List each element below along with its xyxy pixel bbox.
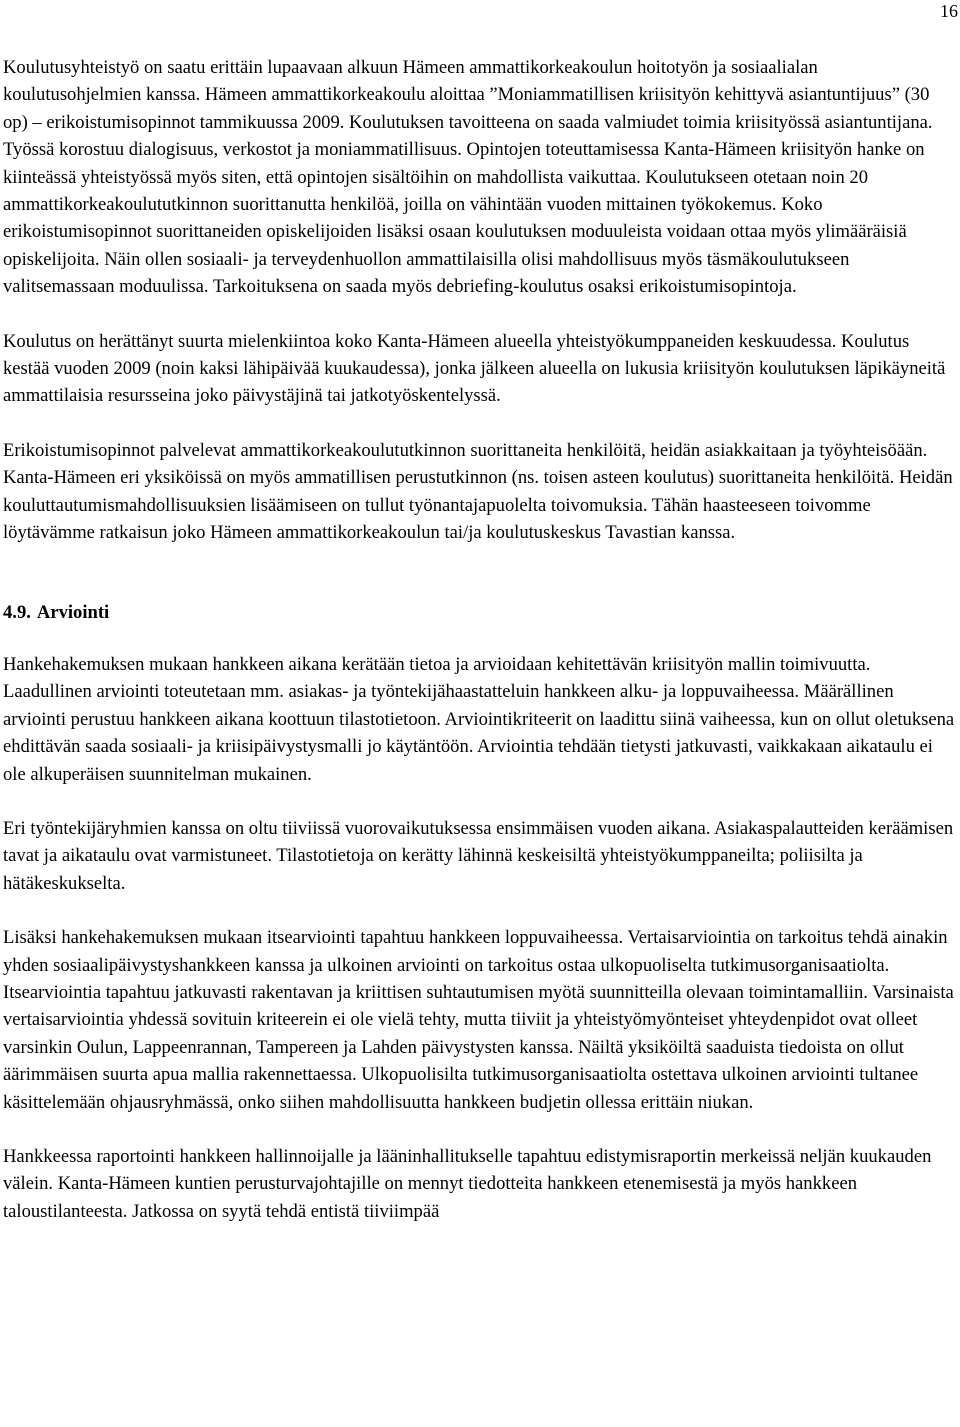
section-heading (3, 599, 957, 626)
page-number: 16 (940, 1, 958, 21)
paragraph-mielenkiinto: Koulutus on herättänyt suurta mielenkiintoa koko Kanta-Hämeen alueella yhteistyökumppaneiden keskuudessa. Koulutus kestää vuoden 2009 (noin kaksi lähipäivää kuukaudessa), jonka jälkeen alueella on lukusia kriisityön koulutuksen läpikäyneitä ammattilaisia resursseina joko päivystäjinä tai jatkotyöskentelyssä. (3, 330, 946, 407)
document-body (3, 54, 957, 1225)
section-title: Arviointi (36, 601, 110, 623)
paragraph-itsearviointi: Lisäksi hankehakemuksen mukaan itsearviointi tapahtuu hankkeen loppuvaiheessa. Vertaisarviointia on tarkoitus tehdä ainakin yhden sosiaalipäivystyshankkeen kanssa ja ulkoinen arviointi on tarkoitus ostaa ulkopuoliselta tutkimusorganisaatiolta. Itsearviointia tapahtuu jatkuvasti rakentavan ja kriittisen suhtautumisen myötä suunnitteilla olevaan toimintamalliin. Varsinaista vertaisarviointia yhdessä sovituin kriteerein ei ole vielä tehty, mutta tiiviit ja yhteistyömyönteiset yhteydenpidot ovat olleet varsinkin Oulun, Lappeenrannan, Tampereen ja Lahden päivystysten kanssa. Näiltä yksiköiltä saaduista tiedoista on ollut äärimmäisen suurta apua mallia rakennettaessa. Ulkopuolisilta tutkimusorganisaatiolta ostettava ulkoinen arviointi tultanee käsittelemään ohjausryhmässä, onko siihen mahdollisuutta hankkeen budjetin ollessa erittäin niukan. (3, 927, 954, 1113)
paragraph-hankehakemus: Hankehakemuksen mukaan hankkeen aikana kerätään tietoa ja arvioidaan kehitettävän kriisityön mallin toimivuutta. Laadullinen arviointi toteutetaan mm. asiakas- ja työntekijähaastatteluin hankkeen alku- ja loppuvaiheessa. Määrällinen arviointi perustuu hankkeen aikana koottuun tilastotietoon. Arviointikriteerit on laadittu siinä vaiheessa, kun on ollut oletuksena ehdittävän saada sosiaali- ja kriisipäivystysmalli jo käytäntöön. Arviointia tehdään tietysti jatkuvasti, vaikkakaan aikataulu ei ole alkuperäisen suunnitelman mukainen. (3, 653, 955, 785)
paragraph-raportointi: Hankkeessa raportointi hankkeen hallinnoijalle ja lääninhallitukselle tapahtuu edistymisraportin merkeissä neljän kuukauden välein. Kanta-Hämeen kuntien perusturvajohtajille on mennyt tiedotteita hankkeen etenemisestä ja myös hankkeen taloustilanteesta. Jatkossa on syytä tehdä entistä tiiviimpää (3, 1146, 932, 1222)
section-number: 4.9. (3, 601, 31, 623)
paragraph-tyontekijaryhmat: Eri työntekijäryhmien kanssa on oltu tiiviissä vuorovaikutuksessa ensimmäisen vuoden aikana. Asiakaspalautteiden keräämisen tavat ja aikataulu ovat varmistuneet. Tilastotietoja on kerätty lähinnä keskeisiltä yhteistyökumppaneilta; poliisilta ja hätäkeskukselta. (3, 817, 954, 894)
paragraph-erikoistumisopinnot: Erikoistumisopinnot palvelevat ammattikorkeakoulututkinnon suorittaneita henkilöitä, heidän asiakkaitaan ja työyhteisöään. Kanta-Hämeen eri yksiköissä on myös ammatillisen perustutkinnon (ns. toisen asteen koulutus) suorittaneita henkilöitä. Heidän kouluttautumismahdollisuuksien lisäämiseen on tullut työnantajapuolelta toivomuksia. Tähän haasteeseen toivomme löytävämme ratkaisun joko Hämeen ammattikorkeakoulun tai/ja koulutuskeskus Tavastian kanssa. (3, 439, 953, 544)
paragraph-koulutusyhteistyo: Koulutusyhteistyö on saatu erittäin lupaavaan alkuun Hämeen ammattikorkeakoulun hoitotyön ja sosiaalialan koulutusohjelmien kanssa. Hämeen ammattikorkeakoulu aloittaa ”Moniammatillisen kriisityön kehittyvä asiantuntijuus” (30 op) – erikoistumisopinnot tammikuussa 2009. Koulutuksen tavoitteena on saada valmiudet toimia kriisityössä asiantuntijana. Työssä korostuu dialogisuus, verkostot ja moniammatillisuus. Opintojen toteuttamisessa Kanta-Hämeen kriisityön hanke on kiinteässä yhteistyössä myös siten, että opintojen sisältöihin on mahdollista vaikuttaa. Koulutukseen otetaan noin 20 ammattikorkeakoulututkinnon suorittanutta henkilöä, joilla on vähintään vuoden mittainen työkokemus. Koko erikoistumisopinnot suorittaneiden opiskelijoiden lisäksi osaan koulutuksen moduuleista voidaan ottaa myös ylimääräisiä opiskelijoita. Näin ollen sosiaali- ja terveydenhuollon ammattilaisilla olisi mahdollisuus myös täsmäkoulutukseen valitsemassaan moduulissa. Tarkoituksena on saada myös debriefing-koulutus osaksi erikoistumisopintoja. (3, 57, 933, 298)
